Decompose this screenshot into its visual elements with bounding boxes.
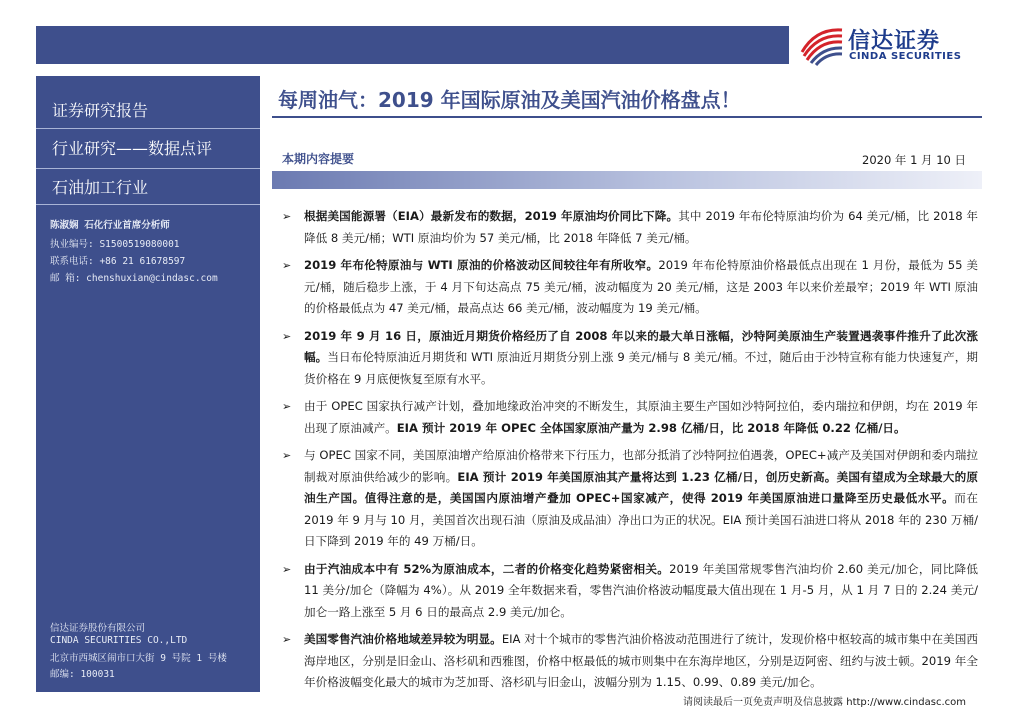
bullet-text: 2019 年美国常规零售汽油均价 2.60 美元/加仑，同比降低 11 美分/加仑（降幅为 4%）。从 2019 全年数据来看，零售汽油价格波动幅度最大值出现在 1 月-5 月，从 1 月 7 日的 2.24 美元/加仑一路上涨至 5 月 6 日的最高点 2.9 美元/加仑。 bbox=[304, 561, 978, 619]
report-type: 证券研究报告 bbox=[52, 101, 149, 120]
analyst-email[interactable]: 邮 箱: chenshuxian@cindasc.com bbox=[50, 273, 218, 284]
bullet-bold: EIA 预计 2019 年美国原油其产量将达到 1.23 亿桶/日，创历史新高。美国有望成为全球最大的原油生产国。值得注意的是，美国国内原油增产叠加 OPEC+国家减产，使得 2019 年美国原油进口量降至历史最低水平。 bbox=[304, 469, 978, 505]
list-item bbox=[278, 559, 978, 624]
arrow-bullet-icon: ➢ bbox=[282, 449, 292, 462]
logo-name-en: CINDA SECURITIES bbox=[849, 51, 962, 62]
arrow-bullet-icon: ➢ bbox=[282, 633, 292, 646]
sidebar-divider bbox=[36, 168, 260, 169]
arrow-bullet-icon: ➢ bbox=[282, 210, 292, 223]
company-postcode: 邮编: 100031 bbox=[50, 669, 115, 680]
cinda-logo-icon bbox=[798, 22, 846, 66]
list-item bbox=[278, 396, 978, 439]
list-item bbox=[278, 326, 978, 391]
list-item bbox=[278, 445, 978, 553]
analyst-license: 执业编号: S1500519080001 bbox=[50, 239, 180, 250]
bullet-text: EIA 对十个城市的零售汽油价格波动范围进行了统计，发现价格中枢较高的城市集中在美国西海岸地区，分别是旧金山、洛杉矶和西雅图，价格中枢最低的城市则集中在东海岸地区，分别是迈阿密、纽约与波士顿。2019 年全年价格波幅变化最大的城市为芝加哥、洛杉矶与旧金山，波幅分别为 1.15、0.99、0.89 美元/加仑。 bbox=[304, 632, 978, 689]
page-title: 每周油气：2019 年国际原油及美国汽油价格盘点！ bbox=[278, 88, 741, 112]
company-address: 北京市西城区闹市口大街 9 号院 1 号楼 bbox=[50, 653, 227, 664]
bullet-text: 2019 年布伦特原油价格最低点出现在 1 月份，最低为 55 美元/桶，随后稳步上涨，于 4 月下旬达高点 75 美元/桶，波动幅度为 20 美元/桶，这是 2003 年以来价差最窄；2019 年 WTI 原油的价格最低点为 47 美元/桶，最高点达 66 美元/桶，波动幅度为 19 美元/桶。 bbox=[304, 258, 979, 315]
cinda-logo bbox=[798, 22, 978, 66]
list-item bbox=[278, 206, 978, 249]
summary-list bbox=[278, 206, 978, 700]
analyst-name: 陈淑娴 石化行业首席分析师 bbox=[50, 220, 170, 231]
bullet-text: 而在 2019 年 9 月与 10 月，美国首次出现石油（原油及成品油）净出口为正的状况。EIA 预计美国石油进口将从 2018 年的 230 万桶/日下降到 2019 年的 49 万桶/日。 bbox=[304, 491, 978, 548]
summary-label: 本期内容提要 bbox=[282, 152, 355, 166]
bullet-bold: 2019 年 9 月 16 日，原油近月期货价格经历了自 2008 年以来的最大单日涨幅，沙特阿美原油生产装置遇袭事件推升了此次涨幅。 bbox=[304, 328, 978, 364]
bullet-bold: 根据美国能源署（EIA）最新发布的数据，2019 年原油均价同比下降。 bbox=[304, 209, 679, 223]
title-underline bbox=[272, 116, 982, 118]
bullet-bold: EIA 预计 2019 年 OPEC 全体国家原油产量为 2.98 亿桶/日，比 2018 年降低 0.22 亿桶/日。 bbox=[396, 420, 906, 435]
summary-bar bbox=[272, 171, 982, 189]
report-date: 2020 年 1 月 10 日 bbox=[862, 153, 966, 167]
arrow-bullet-icon: ➢ bbox=[282, 400, 292, 413]
logo-name-cn: 信达证券 bbox=[848, 29, 941, 54]
arrow-bullet-icon: ➢ bbox=[282, 259, 292, 272]
arrow-bullet-icon: ➢ bbox=[282, 562, 292, 576]
top-banner bbox=[36, 26, 789, 64]
bullet-text: 与 OPEC 国家不同，美国原油增产给原油价格带来下行压力，也部分抵消了沙特阿拉伯遇袭，OPEC+减产及美国对伊朗和委内瑞拉制裁对原油供给减少的影响。 bbox=[304, 448, 978, 484]
bullet-bold: 由于汽油成本中有 52%为原油成本，二者的价格变化趋势紧密相关。 bbox=[304, 561, 670, 576]
bullet-text: 当日布伦特原油近月期货和 WTI 原油近月期货分别上涨 9 美元/桶与 8 美元/桶。不过，随后由于沙特宣称有能力快速复产，期货价格在 9 月底便恢复至原有水平。 bbox=[304, 350, 978, 386]
arrow-bullet-icon: ➢ bbox=[282, 329, 292, 343]
bullet-bold: 2019 年布伦特原油与 WTI 原油的价格波动区间较往年有所收窄。 bbox=[304, 258, 659, 272]
company-name-en: CINDA SECURITIES CO.,LTD bbox=[50, 635, 188, 646]
sidebar-divider bbox=[36, 128, 260, 129]
research-type: 行业研究——数据点评 bbox=[52, 139, 213, 158]
footer-disclaimer[interactable]: 请阅读最后一页免责声明及信息披露 http://www.cindasc.com bbox=[683, 697, 966, 708]
bullet-bold: 美国零售汽油价格地域差异较为明显。 bbox=[304, 632, 502, 646]
company-name-cn: 信达证券股份有限公司 bbox=[50, 623, 146, 634]
bullet-text: 由于 OPEC 国家执行减产计划，叠加地缘政治冲突的不断发生，其原油主要生产国如沙特阿拉伯，委内瑞拉和伊朗，均在 2019 年出现了原油减产。 bbox=[304, 399, 978, 435]
sidebar bbox=[36, 76, 260, 692]
industry: 石油加工行业 bbox=[52, 178, 149, 197]
list-item bbox=[278, 255, 978, 320]
analyst-phone: 联系电话: +86 21 61678597 bbox=[50, 256, 186, 267]
bullet-text: 其中 2019 年布伦特原油均价为 64 美元/桶，比 2018 年降低 8 美元/桶；WTI 原油均价为 57 美元/桶，比 2018 年降低 7 美元/桶。 bbox=[304, 209, 978, 245]
sidebar-divider bbox=[36, 204, 260, 205]
list-item bbox=[278, 629, 978, 694]
